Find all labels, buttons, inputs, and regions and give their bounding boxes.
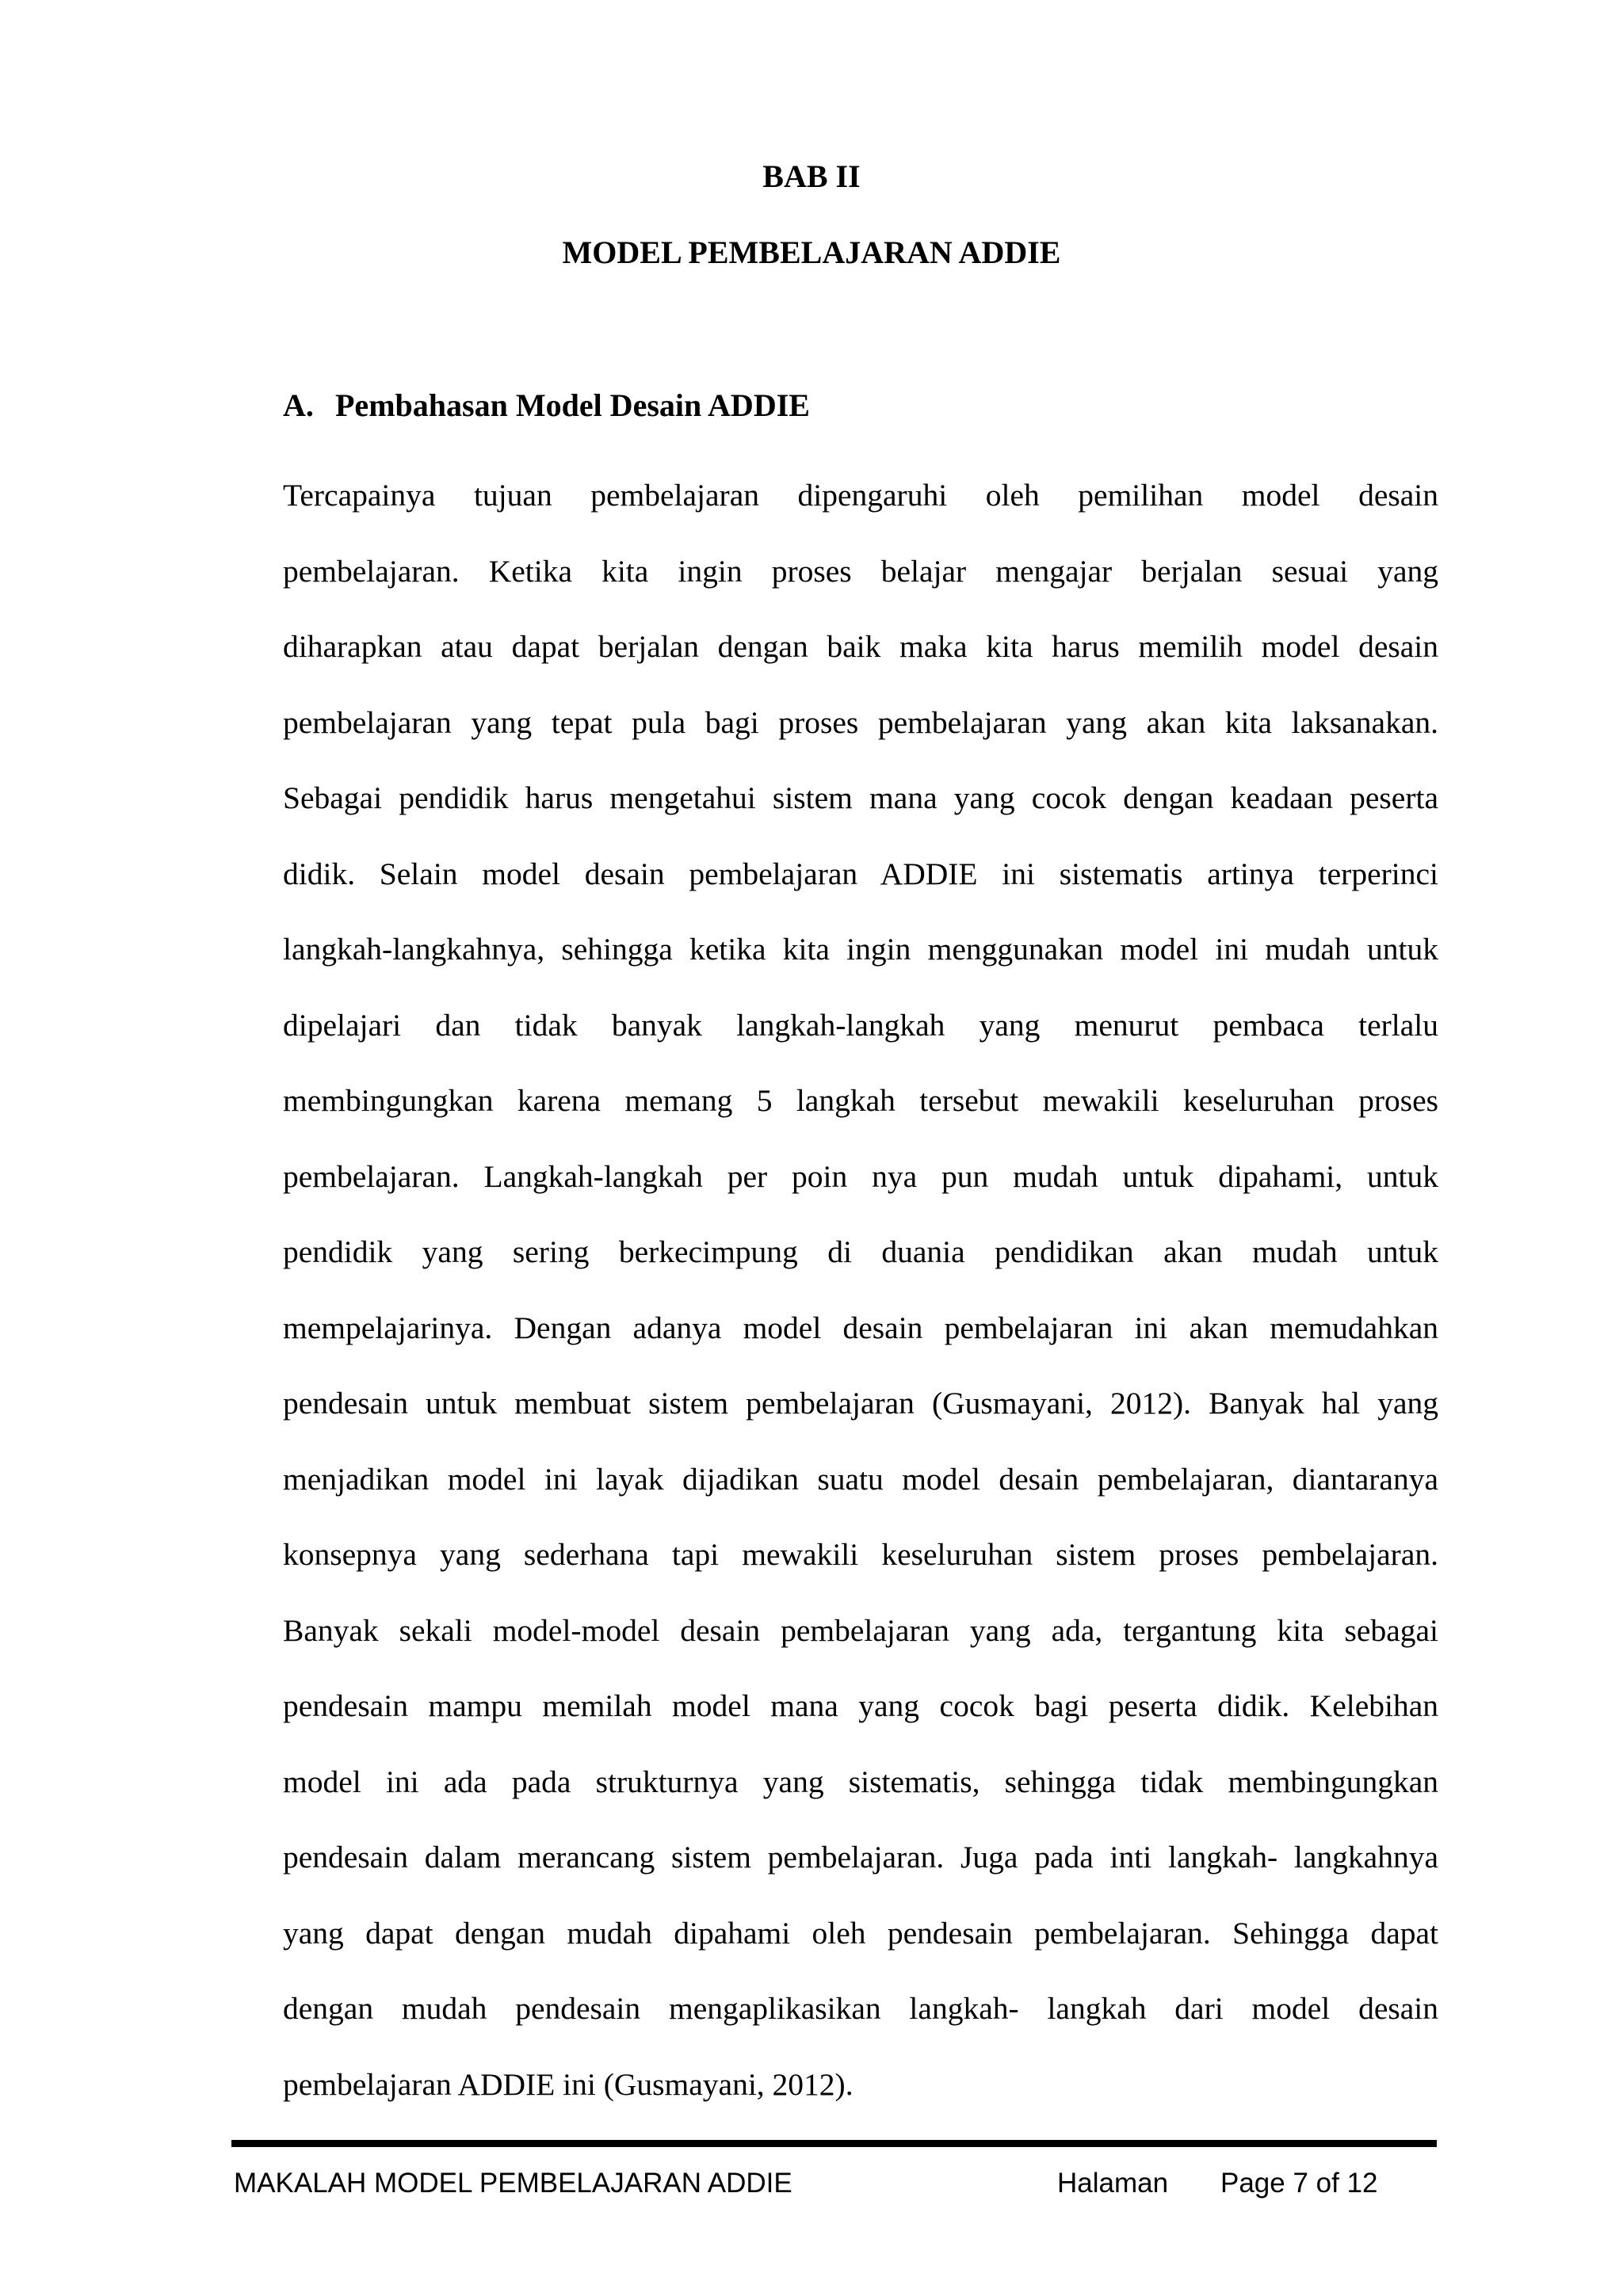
section-heading: [283, 387, 810, 423]
body-line: pembelajaran. Langkah-langkah per poin nya pun mudah untuk dipahami, untuk: [283, 1158, 1438, 1194]
body-line: pembelajaran. Ketika kita ingin proses belajar mengajar berjalan sesuai yang: [283, 553, 1438, 589]
section-title: Pembahasan Model Desain ADDIE: [335, 387, 810, 423]
body-line: langkah-langkahnya, sehingga ketika kita ingin menggunakan model ini mudah untuk: [283, 932, 1438, 967]
body-line: model ini ada pada strukturnya yang sistematis, sehingga tidak membingungkan: [283, 1764, 1438, 1799]
body-line: menjadikan model ini layak dijadikan suatu model desain pembelajaran, diantaranya: [283, 1461, 1438, 1497]
body-line: konsepnya yang sederhana tapi mewakili keseluruhan sistem proses pembelajaran.: [283, 1537, 1438, 1572]
body-line: Sebagai pendidik harus mengetahui sistem mana yang cocok dengan keadaan peserta: [283, 780, 1438, 815]
body-line: pendesain untuk membuat sistem pembelajaran (Gusmayani, 2012). Banyak hal yang: [283, 1386, 1438, 1421]
body-line: dengan mudah pendesain mengaplikasikan langkah- langkah dari model desain: [283, 1991, 1438, 2026]
footer-rule: [231, 2140, 1437, 2147]
body-line: diharapkan atau dapat berjalan dengan baik maka kita harus memilih model desain: [283, 629, 1438, 664]
body-line: Tercapainya tujuan pembelajaran dipengaruhi oleh pemilihan model desain: [283, 478, 1438, 513]
section-label: A.: [283, 387, 314, 423]
body-line: Banyak sekali model-model desain pembelajaran yang ada, tergantung kita sebagai: [283, 1612, 1438, 1648]
chapter-number: BAB II: [762, 158, 861, 194]
body-line: pembelajaran yang tepat pula bagi proses pembelajaran yang akan kita laksanakan.: [283, 704, 1438, 740]
body-line: didik. Selain model desain pembelajaran ADDIE ini sistematis artinya terperinci: [283, 856, 1438, 891]
body-line: membingungkan karena memang 5 langkah tersebut mewakili keseluruhan proses: [283, 1083, 1438, 1118]
body-paragraph: [283, 458, 1438, 2122]
page-number: Page 7 of 12: [1220, 2168, 1378, 2199]
body-line: pendesain dalam merancang sistem pembelajaran. Juga pada inti langkah- langkahnya: [283, 1840, 1438, 1875]
body-line: yang dapat dengan mudah dipahami oleh pendesain pembelajaran. Sehingga dapat: [283, 1915, 1438, 1951]
body-line: pembelajaran ADDIE ini (Gusmayani, 2012).: [283, 2066, 854, 2102]
body-line: pendidik yang sering berkecimpung di duania pendidikan akan mudah untuk: [283, 1234, 1438, 1269]
footer-halaman-label: Halaman: [1057, 2168, 1169, 2199]
body-line: mempelajarinya. Dengan adanya model desain pembelajaran ini akan memudahkan: [283, 1310, 1438, 1345]
body-line: dipelajari dan tidak banyak langkah-langkah yang menurut pembaca terlalu: [283, 1007, 1438, 1043]
chapter-title: MODEL PEMBELAJARAN ADDIE: [562, 235, 1061, 270]
body-line: pendesain mampu memilah model mana yang cocok bagi peserta didik. Kelebihan: [283, 1688, 1438, 1723]
footer-title: MAKALAH MODEL PEMBELAJARAN ADDIE: [234, 2168, 792, 2199]
